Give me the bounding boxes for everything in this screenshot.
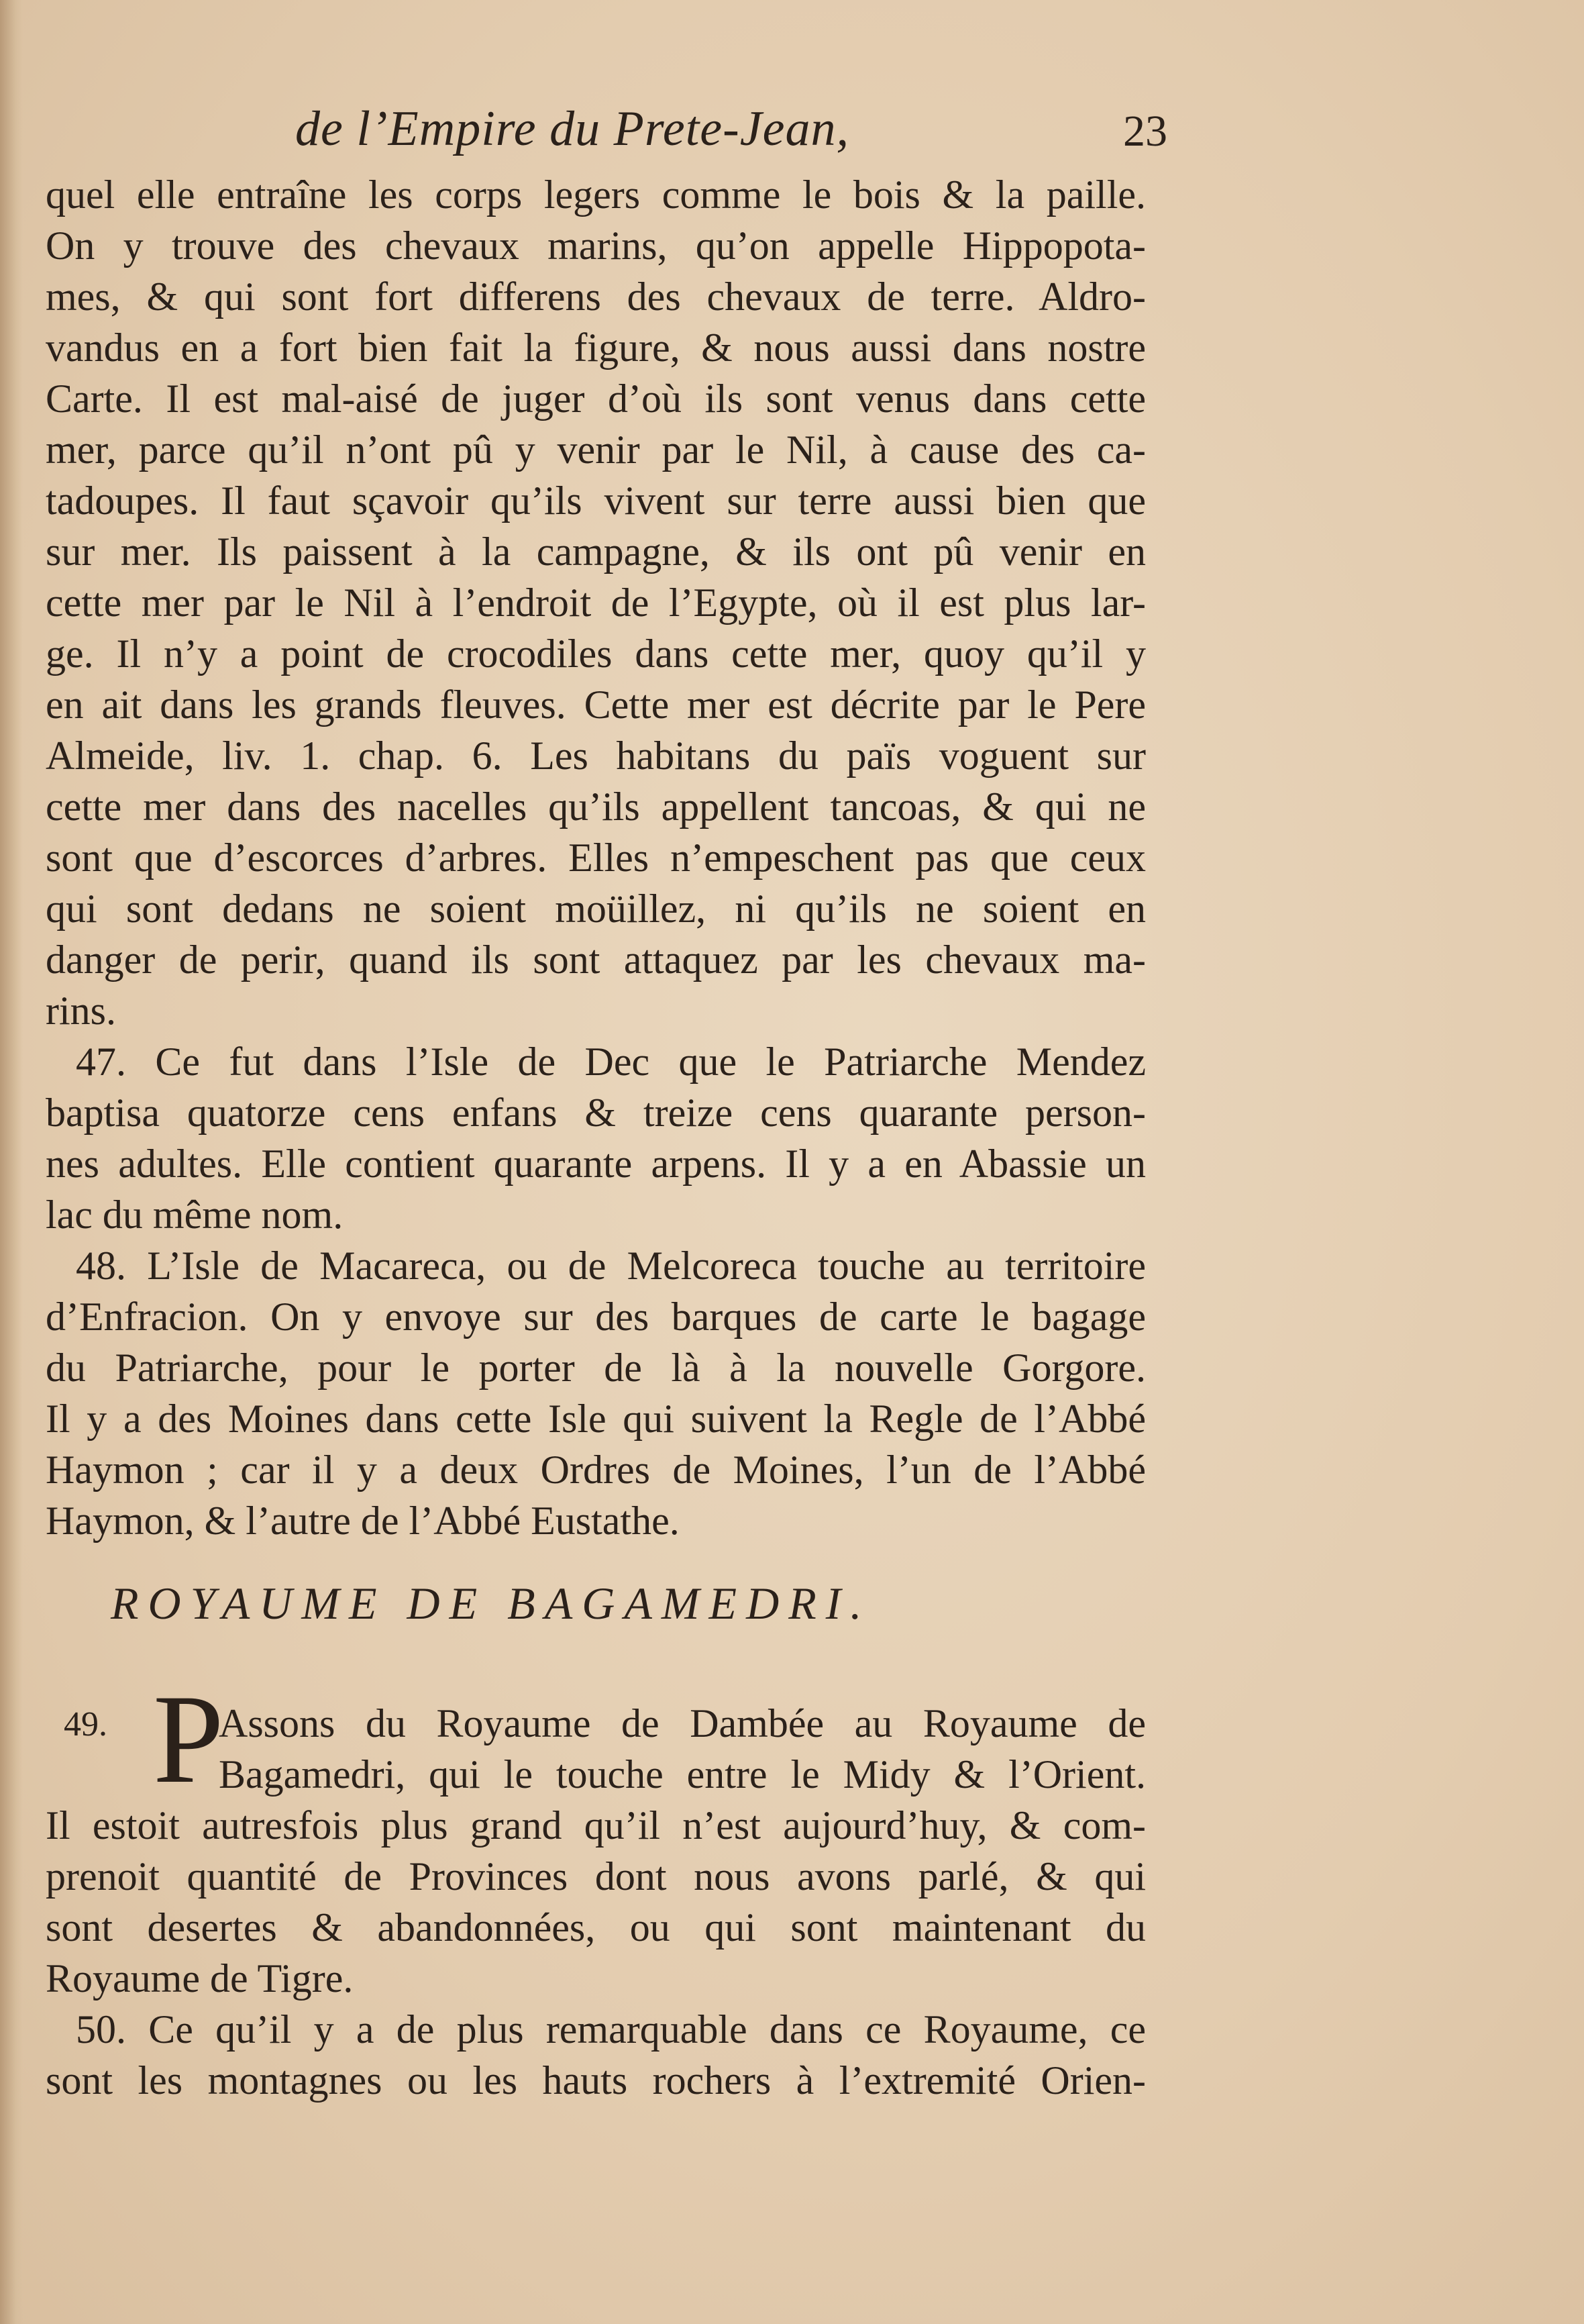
text-line: mer, parce qu’il n’ont pû y venir par le Nil, à cause des ca-	[46, 427, 1146, 472]
text-line: Il estoit autresfois plus grand qu’il n’est aujourd’huy, & com-	[46, 1803, 1146, 1848]
text-line: rins.	[46, 989, 116, 1033]
text-line: vandus en a fort bien fait la figure, & nous aussi dans nostre	[46, 325, 1146, 370]
drop-capital: P	[153, 1669, 224, 1810]
text-line: 48. L’Isle de Macareca, ou de Melcoreca touche au territoire	[76, 1244, 1146, 1288]
section-title: ROYAUME DE BAGAMEDRI.	[111, 1578, 872, 1629]
paragraph-number: 49.	[64, 1705, 107, 1744]
text-line: cette mer dans des nacelles qu’ils appellent tancoas, & qui ne	[46, 785, 1146, 829]
text-line: 50. Ce qu’il y a de plus remarquable dans ce Royaume, ce	[76, 2007, 1146, 2052]
text-line: lac du même nom.	[46, 1193, 344, 1237]
text-line: danger de perir, quand ils sont attaquez par les chevaux ma-	[46, 938, 1146, 982]
text-line: sont desertes & abandonnées, ou qui sont maintenant du	[46, 1905, 1146, 1950]
text-line: 47. Ce fut dans l’Isle de Dec que le Patriarche Mendez	[76, 1040, 1146, 1084]
text-line: Royaume de Tigre.	[46, 1956, 354, 2001]
text-line: sont que d’escorces d’arbres. Elles n’empeschent pas que ceux	[46, 836, 1146, 880]
text-line: sur mer. Ils paissent à la campagne, & ils ont pû venir en	[46, 529, 1146, 574]
text-line: tadoupes. Il faut sçavoir qu’ils vivent sur terre aussi bien que	[46, 478, 1146, 523]
text-line: Haymon, & l’autre de l’Abbé Eustathe.	[46, 1499, 680, 1543]
text-line: Bagamedri, qui le touche entre le Midy & l’Orient.	[219, 1752, 1146, 1797]
dropcap-lines	[219, 1698, 1146, 1800]
text-block-1	[46, 169, 1146, 1546]
running-title: de l’Empire du Prete-Jean,	[295, 101, 849, 156]
text-line: prenoit quantité de Provinces dont nous avons parlé, & qui	[46, 1854, 1146, 1899]
page-header	[295, 101, 1167, 161]
page-gutter	[0, 0, 23, 2324]
text-line: ge. Il n’y a point de crocodiles dans cette mer, quoy qu’il y	[46, 631, 1146, 676]
page-number: 23	[1123, 107, 1167, 156]
text-line: du Patriarche, pour le porter de là à la nouvelle Gorgore.	[46, 1346, 1146, 1390]
text-line: Haymon ; car il y a deux Ordres de Moines, l’un de l’Abbé	[46, 1448, 1146, 1492]
text-line: quel elle entraîne les corps legers comme le bois & la paille.	[46, 172, 1146, 217]
text-line: qui sont dedans ne soient moüillez, ni qu’ils ne soient en	[46, 887, 1146, 931]
text-line: sont les montagnes ou les hauts rochers à l’extremité Orien-	[46, 2058, 1146, 2103]
text-line: baptisa quatorze cens enfans & treize cens quarante person-	[46, 1091, 1146, 1135]
text-line: mes, & qui sont fort differens des chevaux de terre. Aldro-	[46, 274, 1146, 319]
text-line: Almeide, liv. 1. chap. 6. Les habitans du païs voguent sur	[46, 734, 1146, 778]
text-line: nes adultes. Elle contient quarante arpens. Il y a en Abassie un	[46, 1142, 1146, 1186]
text-line: On y trouve des chevaux marins, qu’on appelle Hippopota-	[46, 223, 1146, 268]
text-line: Carte. Il est mal-aisé de juger d’où ils sont venus dans cette	[46, 376, 1146, 421]
text-line: en ait dans les grands fleuves. Cette mer est décrite par le Pere	[46, 683, 1146, 727]
text-line: cette mer par le Nil à l’endroit de l’Egypte, où il est plus lar-	[46, 580, 1146, 625]
text-line: Assons du Royaume de Dambée au Royaume de	[219, 1701, 1146, 1746]
text-line: Il y a des Moines dans cette Isle qui suivent la Regle de l’Abbé	[46, 1397, 1146, 1441]
text-block-3	[46, 1800, 1146, 2106]
text-line: d’Enfracion. On y envoye sur des barques de carte le bagage	[46, 1295, 1146, 1339]
